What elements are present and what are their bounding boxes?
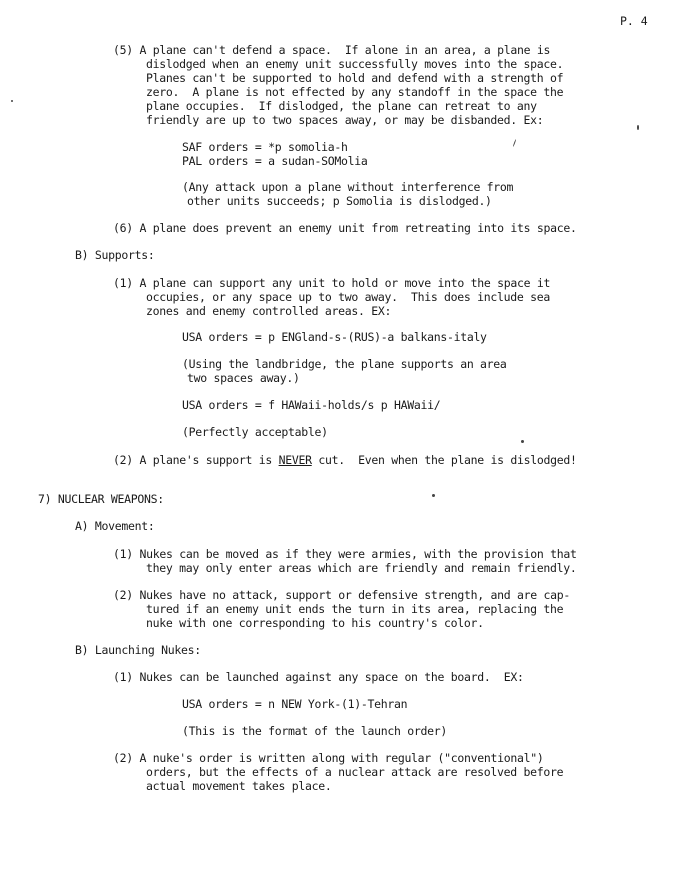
supports-p1-line-2: occupies, or any space up to two away. This does include sea: [146, 290, 551, 304]
sec5-line-4: zero. A plane is not effected by any standoff in the space the: [146, 85, 564, 99]
movement-p1-line-2: they may only enter areas which are friendly and remain friendly.: [146, 561, 577, 575]
sec5-example-2: PAL orders = a sudan-SOMolia: [182, 154, 368, 168]
sec5-note-2: other units succeeds; p Somolia is dislodged.): [187, 194, 492, 208]
supports-p1-line-3: zones and enemy controlled areas. EX:: [146, 304, 392, 318]
scan-speck: [521, 440, 524, 443]
scan-speck: [637, 125, 639, 130]
movement-p2-line-1: (2) Nukes have no attack, support or defensive strength, and are cap-: [113, 588, 571, 602]
launching-example: USA orders = n NEW York-(1)-Tehran: [182, 697, 408, 711]
movement-p1-line-1: (1) Nukes can be moved as if they were armies, with the provision that: [113, 547, 577, 561]
supports-example-2: USA orders = f HAWaii-holds/s p HAWaii/: [182, 398, 441, 412]
sec5-line-6: friendly are up to two spaces away, or may be disbanded. Ex:: [146, 113, 544, 127]
supports-p2-post: cut. Even when the plane is dislodged!: [311, 453, 577, 467]
launching-p2-line-2: orders, but the effects of a nuclear attack are resolved before: [146, 765, 564, 779]
scan-speck: [513, 139, 517, 147]
supports-p2-never: NEVER: [278, 453, 312, 467]
scan-speck: [432, 494, 435, 497]
supports-note-2: (Perfectly acceptable): [182, 425, 328, 439]
launching-p2-line-3: actual movement takes place.: [146, 779, 332, 793]
sec5-example-1: SAF orders = *p somolia-h: [182, 140, 348, 154]
sec5-line-1: (5) A plane can't defend a space. If alone in an area, a plane is: [113, 43, 551, 57]
launching-p1: (1) Nukes can be launched against any space on the board. EX:: [113, 670, 524, 684]
sec5-line-5: plane occupies. If dislodged, the plane can retreat to any: [146, 99, 537, 113]
supports-p2: [113, 453, 577, 467]
supports-note-1a: (Using the landbridge, the plane supports an area: [182, 357, 507, 371]
supports-note-1b: two spaces away.): [187, 371, 300, 385]
supports-example-1: USA orders = p ENGland-s-(RUS)-a balkans-italy: [182, 330, 487, 344]
supports-heading: B) Supports:: [75, 248, 155, 262]
sec5-note-1: (Any attack upon a plane without interference from: [182, 180, 514, 194]
launching-note: (This is the format of the launch order): [182, 724, 447, 738]
nuclear-heading: 7) NUCLEAR WEAPONS:: [38, 492, 164, 506]
scan-speck: [11, 100, 13, 102]
supports-p1-line-1: (1) A plane can support any unit to hold or move into the space it: [113, 276, 551, 290]
movement-p2-line-3: nuke with one corresponding to his country's color.: [146, 616, 484, 630]
sec5-line-3: Planes can't be supported to hold and defend with a strength of: [146, 71, 564, 85]
launching-p2-line-1: (2) A nuke's order is written along with regular ("conventional"): [113, 751, 544, 765]
supports-p2-pre: (2) A plane's support is: [113, 453, 279, 467]
movement-heading: A) Movement:: [75, 519, 155, 533]
sec5-line-2: dislodged when an enemy unit successfully moves into the space.: [146, 57, 564, 71]
sec6-text: (6) A plane does prevent an enemy unit from retreating into its space.: [113, 221, 577, 235]
page-number: P. 4: [620, 14, 648, 28]
movement-p2-line-2: tured if an enemy unit ends the turn in its area, replacing the: [146, 602, 564, 616]
launching-heading: B) Launching Nukes:: [75, 643, 201, 657]
